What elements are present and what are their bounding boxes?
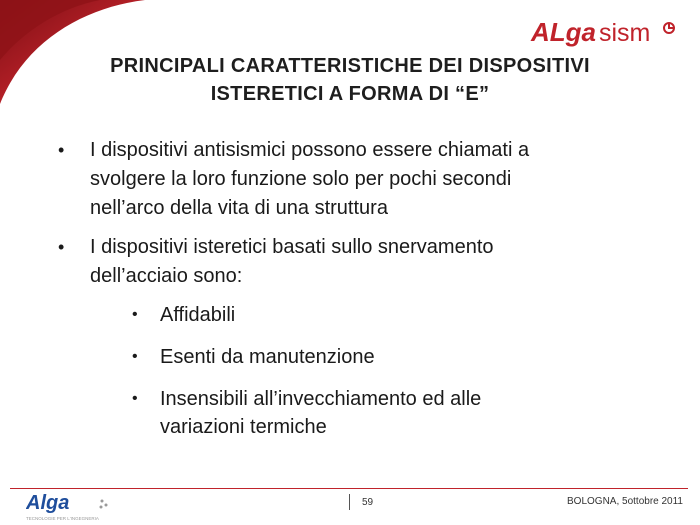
bullet-item <box>58 233 658 291</box>
footer-separator <box>349 494 350 510</box>
bullet-item <box>58 136 658 223</box>
title-line-2: ISTERETICI A FORMA DI “E” <box>210 83 490 105</box>
logo-bottom-name: Alga <box>26 492 70 514</box>
bullet-line: dell’acciaio sono: <box>90 265 243 287</box>
sub-bullet-item <box>132 385 658 441</box>
slide-title <box>40 52 660 108</box>
sub-bullet-line: Esenti da manutenzione <box>160 346 375 368</box>
sub-bullet-marker: • <box>132 348 138 365</box>
alga-logo <box>26 491 116 525</box>
bullet-line: I dispositivi isteretici basati sullo snervamento <box>90 236 494 258</box>
footer-divider <box>10 488 688 489</box>
bullet-marker: • <box>58 140 65 160</box>
sub-bullet-marker: • <box>132 390 138 407</box>
sub-bullet-line: Insensibili all’invecchiamento ed alle <box>160 388 482 410</box>
sub-bullet-line: Affidabili <box>160 304 236 326</box>
bullet-marker: • <box>58 237 65 257</box>
footer-place-date: BOLOGNA, 5ottobre 2011 <box>567 496 683 507</box>
bullet-line: svolgere la loro funzione solo per pochi secondi <box>90 168 512 190</box>
sub-bullet-line: variazioni termiche <box>160 416 327 438</box>
sub-bullet-item <box>132 343 658 371</box>
bullet-list <box>58 136 658 455</box>
page-number: 59 <box>362 497 374 508</box>
sub-bullet-item <box>132 301 658 329</box>
sub-bullet-marker: • <box>132 306 138 323</box>
sub-bullet-list <box>132 301 658 441</box>
bullet-line: nell’arco della vita di una struttura <box>90 197 388 219</box>
algasism-logo <box>529 14 694 55</box>
bullet-line: I dispositivi antisismici possono essere chiamati a <box>90 139 530 161</box>
title-line-1: PRINCIPALI CARATTERISTICHE DEI DISPOSITIVI <box>110 55 590 77</box>
logo-top-part1: ALga <box>531 17 596 47</box>
logo-bottom-tagline: TECNOLOGIE PER L'INGEGNERIA <box>26 516 99 521</box>
logo-top-part2: sism <box>599 19 651 47</box>
